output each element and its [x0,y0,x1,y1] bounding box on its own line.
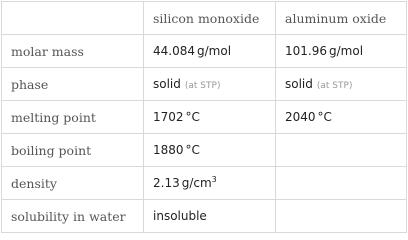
silicon-monoxide-boiling-point [144,134,276,167]
silicon-monoxide-phase [144,68,276,101]
table-row-phase [2,68,407,101]
value-text: 2040 [285,110,316,124]
table-row-solubility [2,200,407,233]
unit-text: g/cm [181,176,212,190]
properties-table [1,1,407,233]
condition-note: (at STP) [184,81,221,91]
header-silicon-monoxide: silicon monoxide [144,2,276,35]
unit-text: °C [185,143,200,157]
row-label: boiling point [2,134,144,167]
table-row-boiling-point [2,134,407,167]
value-text: solid [285,77,313,91]
header-empty-cell [2,2,144,35]
row-label: solubility in water [2,200,144,233]
value-text: 1702 [153,110,184,124]
aluminum-oxide-density [276,167,407,200]
unit-text: g/mol [197,44,232,58]
unit-text: g/mol [329,44,364,58]
header-aluminum-oxide: aluminum oxide [276,2,407,35]
condition-note: (at STP) [316,81,353,91]
header-row [2,2,407,35]
unit-text: °C [317,110,332,124]
aluminum-oxide-solubility [276,200,407,233]
unit-text: °C [185,110,200,124]
unit-superscript: 3 [211,175,217,184]
aluminum-oxide-molar-mass [276,35,407,68]
row-label: melting point [2,101,144,134]
table-row-melting-point [2,101,407,134]
table-row-density [2,167,407,200]
silicon-monoxide-melting-point [144,101,276,134]
value-text: 2.13 [153,176,180,190]
row-label: molar mass [2,35,144,68]
aluminum-oxide-phase [276,68,407,101]
value-text: 1880 [153,143,184,157]
value-text: 44.084 [153,44,195,58]
silicon-monoxide-density [144,167,276,200]
table-row-molar-mass [2,35,407,68]
aluminum-oxide-boiling-point [276,134,407,167]
value-text: solid [153,77,181,91]
silicon-monoxide-molar-mass [144,35,276,68]
aluminum-oxide-melting-point [276,101,407,134]
value-text: 101.96 [285,44,327,58]
silicon-monoxide-solubility: insoluble [144,200,276,233]
row-label: phase [2,68,144,101]
row-label: density [2,167,144,200]
